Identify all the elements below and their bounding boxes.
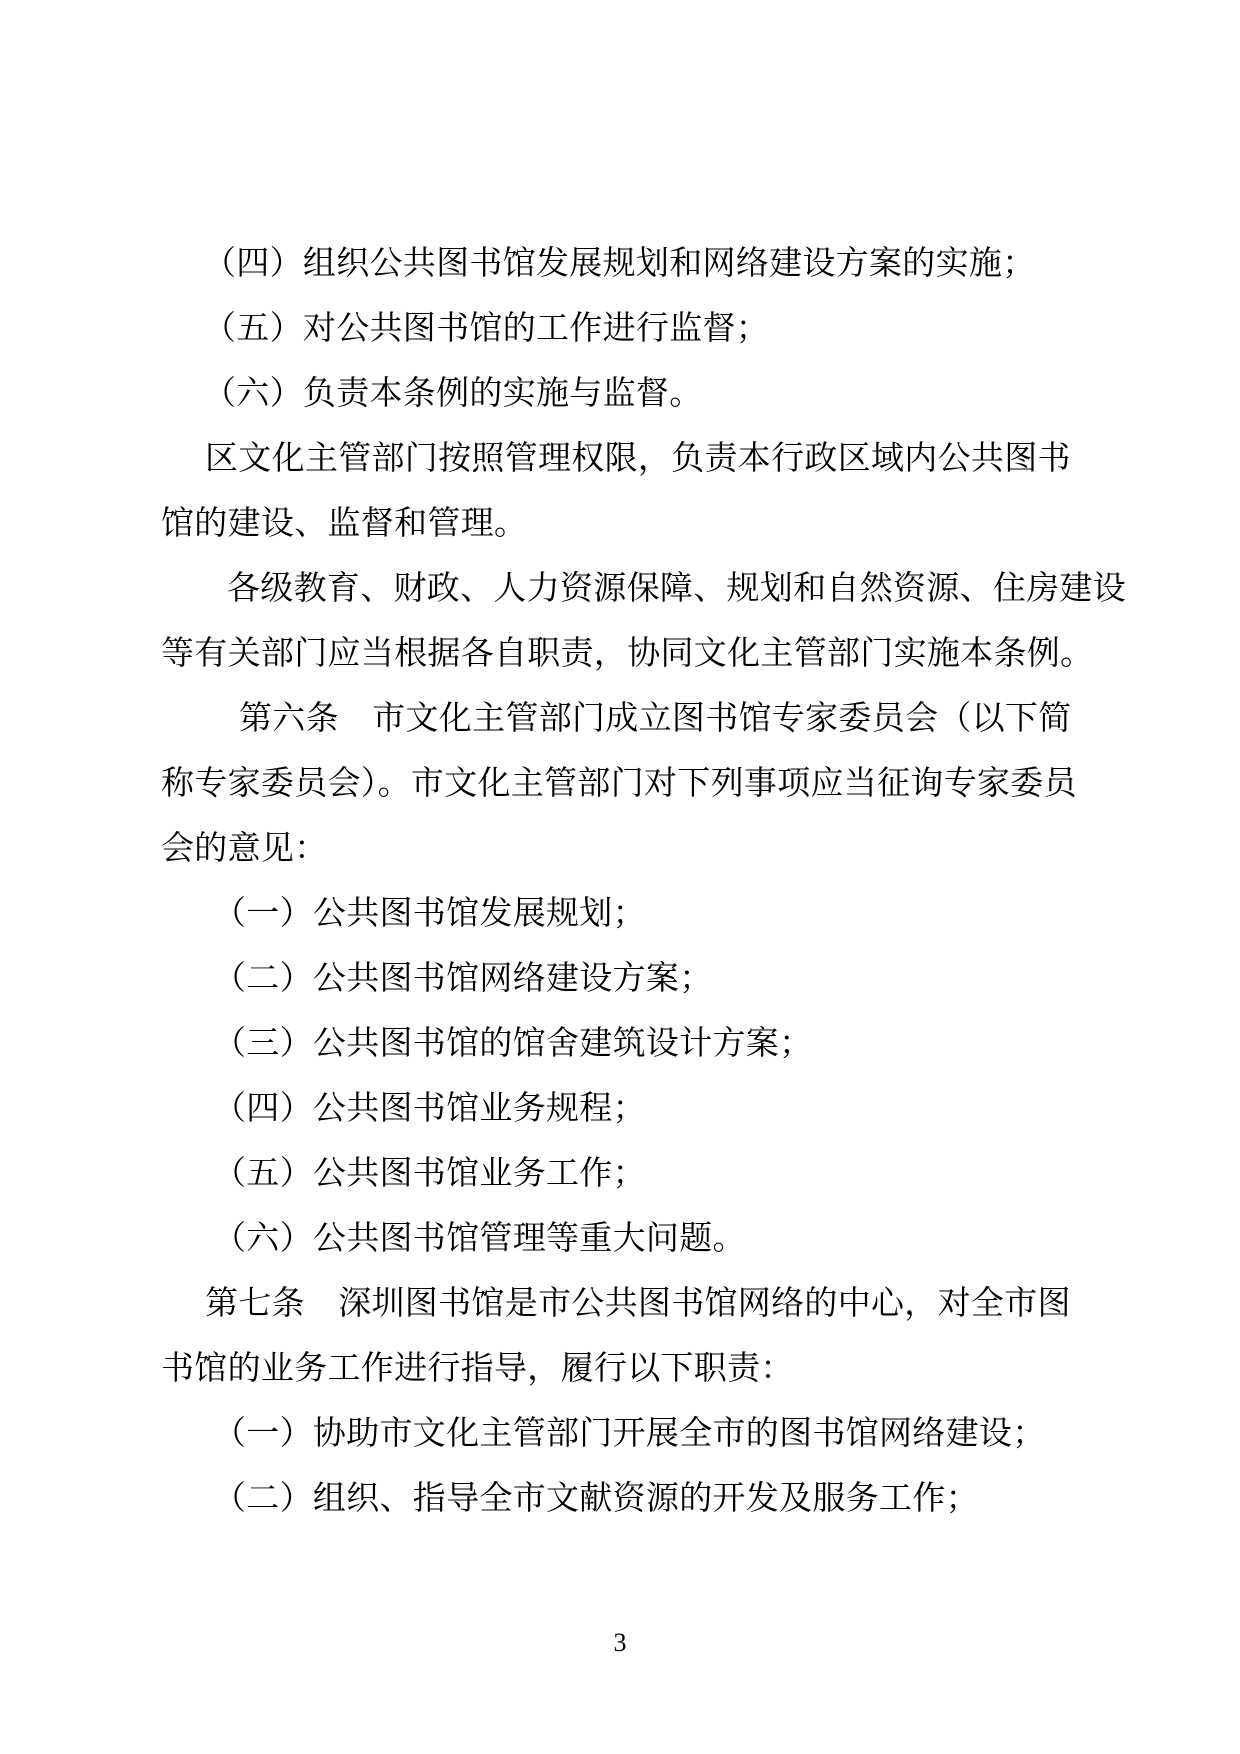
list-item-liu-duty: （六）负责本条例的实施与监督。 <box>203 373 703 412</box>
list-item-er-library-duty: （二）组织、指导全市文献资源的开发及服务工作； <box>213 1478 979 1517</box>
paragraph-district-dept-line2: 馆的建设、监督和管理。 <box>161 503 528 542</box>
body-text <box>161 230 1127 1530</box>
article-7-line2: 书馆的业务工作进行指导，履行以下职责： <box>161 1348 794 1387</box>
list-item-yi-matter: （一）公共图书馆发展规划； <box>213 893 646 932</box>
list-item-er-matter: （二）公共图书馆网络建设方案； <box>213 958 713 997</box>
paragraph-district-dept-line1: 区文化主管部门按照管理权限，负责本行政区域内公共图书 <box>205 438 1071 477</box>
list-item-wu-matter: （五）公共图书馆业务工作； <box>213 1153 646 1192</box>
list-item-yi-library-duty: （一）协助市文化主管部门开展全市的图书馆网络建设； <box>213 1413 1046 1452</box>
article-6-line2: 称专家委员会）。市文化主管部门对下列事项应当征询专家委员 <box>161 763 1077 802</box>
list-item-wu-duty: （五）对公共图书馆的工作进行监督； <box>203 308 770 347</box>
list-item-si-duty: （四）组织公共图书馆发展规划和网络建设方案的实施； <box>203 243 1036 282</box>
article-7-line1: 第七条 深圳图书馆是市公共图书馆网络的中心，对全市图 <box>205 1283 1071 1322</box>
list-item-si-matter: （四）公共图书馆业务规程； <box>213 1088 646 1127</box>
article-6-line1: 第六条 市文化主管部门成立图书馆专家委员会（以下简 <box>239 698 1072 737</box>
page-number: 3 <box>613 1628 627 1657</box>
article-6-line3: 会的意见： <box>161 828 328 867</box>
paragraph-other-depts-line1: 各级教育、财政、人力资源保障、规划和自然资源、住房建设 <box>227 568 1127 607</box>
list-item-liu-matter: （六）公共图书馆管理等重大问题。 <box>213 1218 746 1257</box>
paragraph-other-depts-line2: 等有关部门应当根据各自职责，协同文化主管部门实施本条例。 <box>161 633 1094 672</box>
list-item-san-matter: （三）公共图书馆的馆舍建筑设计方案； <box>213 1023 813 1062</box>
